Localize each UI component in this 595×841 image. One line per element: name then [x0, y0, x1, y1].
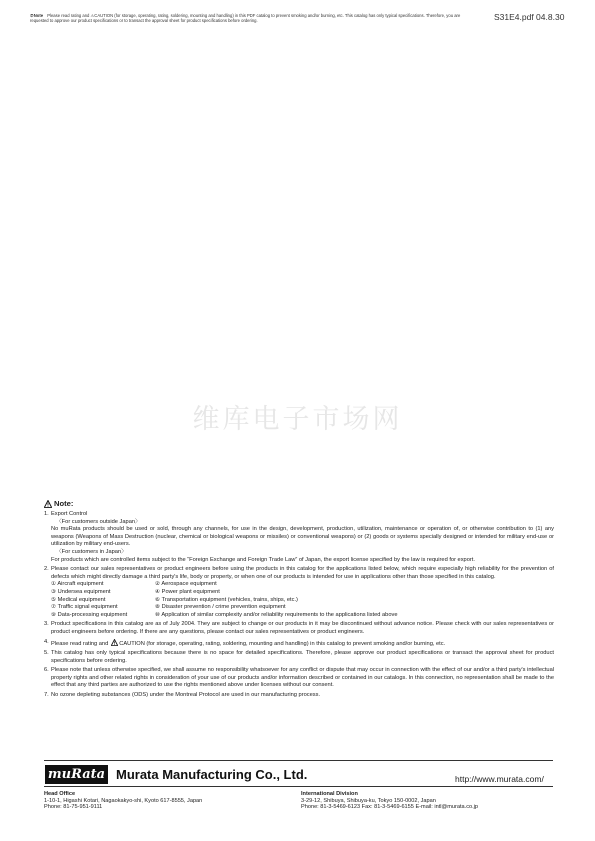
- intl-division-title: International Division: [301, 791, 358, 797]
- header-note-label: ⑦Note: [30, 13, 44, 18]
- note-text: Please note that unless otherwise specified, we shall assume no responsibility whatsoever for any conflict or dispute that may occur in connection with the effect of our and/or a third party's intellectual property rights and other related rights in consideration of your use of our products and/or information described or contained in our catalogs. In this connection, no representation shall be made to the effect that any third parties are authorized to use the rights mentioned above under licenses without our consent.: [51, 667, 554, 689]
- notes-section: [44, 499, 554, 700]
- intl-division-address: 3-29-12, Shibuya, Shibuya-ku, Tokyo 150-0002, Japan: [301, 797, 436, 804]
- murata-logo: muRata: [45, 765, 108, 784]
- equipment-item: ⑧ Disaster prevention / crime prevention equipment: [155, 604, 286, 611]
- notes-title: [44, 499, 554, 509]
- caution-icon: [111, 639, 118, 646]
- website-link[interactable]: http://www.murata.com/: [455, 774, 544, 784]
- note-heading: Export Control: [51, 511, 88, 517]
- note-item-1: [44, 511, 554, 564]
- company-name: Murata Manufacturing Co., Ltd.: [116, 767, 308, 782]
- intl-division-phone: Phone: 81-3-5469-6123 Fax: 81-3-5469-6155 E-mail: intl@murata.co.jp: [301, 804, 479, 811]
- note-text: This catalog has only typical specifications because there is no space for detailed specifications. Therefore, please approve our product specifications or transact the approval sheet for product specifications before ordering.: [51, 650, 554, 664]
- equipment-item: ⑨ Data-processing equipment: [51, 611, 128, 618]
- footer-divider-top: [44, 760, 553, 761]
- note-number: 6.: [44, 667, 49, 674]
- note-text: Please read rating and: [51, 640, 109, 647]
- note-number: 1.: [44, 511, 49, 517]
- equipment-item: ⑦ Traffic signal equipment: [51, 604, 118, 611]
- note-number: 5.: [44, 650, 49, 657]
- note-subheading: 〈For customers outside Japan〉: [56, 518, 141, 525]
- equipment-item: ③ Undersea equipment: [51, 588, 111, 595]
- header-note-text: Please read rating and ⚠CAUTION (for storage, operating, rating, soldering, mounting and handling) in this PDF catalog to prevent smoking and/or burning, etc. This catalog has only typical specifications. Therefore, you are requested to approve our product specifications or to transact the approval sheet for product specifications before ordering.: [30, 13, 461, 23]
- equipment-list: [51, 581, 554, 619]
- note-number: 2.: [44, 566, 49, 573]
- note-item-5: [44, 650, 554, 665]
- head-office-title: Head Office: [44, 791, 76, 797]
- note-text: For products which are controlled items subject to the “Foreign Exchange and Foreign Trade Law” of Japan, the export license specified by the law is required for export.: [51, 556, 475, 563]
- equipment-item: ① Aircraft equipment: [51, 581, 104, 588]
- footer-divider-bottom: [44, 786, 553, 787]
- header-note: [30, 13, 480, 23]
- equipment-item: ④ Power plant equipment: [155, 588, 220, 595]
- note-number: 3.: [44, 621, 49, 628]
- note-item-4: [44, 639, 554, 649]
- note-item-3: [44, 621, 554, 636]
- notes-title-text: Note:: [54, 499, 74, 508]
- watermark: 维库电子市场网: [192, 404, 403, 435]
- document-id: S31E4.pdf 04.8.30: [494, 12, 565, 22]
- warning-icon: [44, 500, 52, 508]
- note-text: Product specifications in this catalog are as of July 2004. They are subject to change or our products in it may be discontinued without advance notice. Please check with our sales representatives or product engineers before ordering. If there are any questions, please contact our sales representatives or product engineers.: [51, 621, 554, 635]
- note-text: No muRata products should be used or sold, through any channels, for use in the design, development, production, utilization, maintenance or operation of, or otherwise contribution to (1) any weapons (Weapons of Mass Destruction (nuclear, chemical or biological weapons or missiles) or conventional weapons) or (2) goods or systems specially designed or intended for military end-use or utilization by military end-users.: [51, 526, 554, 548]
- head-office-phone: Phone: 81-75-951-9111: [44, 804, 103, 811]
- equipment-item: ⑩ Application of similar complexity and/or reliability requirements to the applications listed above: [155, 611, 398, 618]
- note-text: CAUTION (for storage, operating, rating, soldering, mounting and handling) in this catalog to prevent smoking and/or burning, etc.: [119, 640, 446, 647]
- note-item-2: [44, 566, 554, 619]
- international-division-block: [301, 791, 478, 811]
- equipment-item: ⑥ Transportation equipment (vehicles, trains, ships, etc.): [155, 596, 298, 603]
- equipment-item: ② Aerospace equipment: [155, 581, 217, 588]
- head-office-address: 1-10-1, Higashi Kotari, Nagaokakyo-shi, Kyoto 617-8555, Japan: [44, 797, 203, 804]
- head-office-block: [44, 791, 202, 811]
- note-item-6: [44, 667, 554, 690]
- note-subheading: 〈For customers in Japan〉: [56, 548, 127, 555]
- note-item-7: [44, 692, 554, 700]
- note-number: 4.: [44, 638, 49, 645]
- note-text: No ozone depleting substances (ODS) under the Montreal Protocol are used in our manufacturing process.: [51, 692, 321, 699]
- note-text: Please contact our sales representatives or product engineers before using the products in this catalog for the applications listed below, which require especially high reliability for the prevention of defects which might directly damage a third party's life, body or property, or when one of our products is intended for use in applications other than those specified in this catalog.: [51, 566, 554, 580]
- note-number: 7.: [44, 692, 49, 699]
- equipment-item: ⑤ Medical equipment: [51, 596, 106, 603]
